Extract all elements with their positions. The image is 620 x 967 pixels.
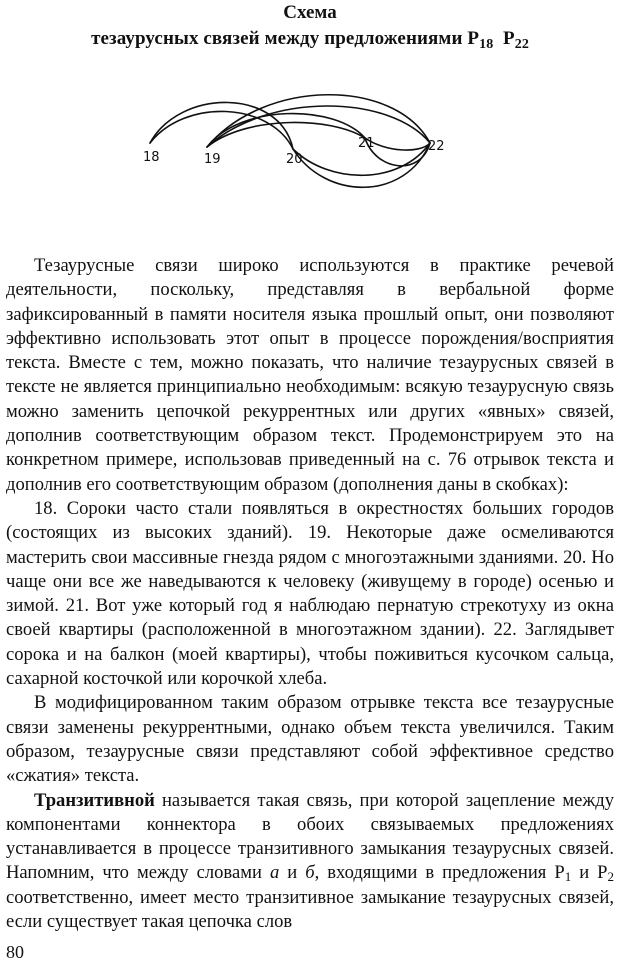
- sentence-p2: $P_2$: [597, 862, 615, 885]
- arc-19-22-lower: [207, 106, 430, 147]
- paragraph-transitive: Транзитивной называется такая связь, при которой зацепление между компонентами коннектора в обоих связываемых предложениях устанавливается в процессе транзитивного замыкания тезаурусных связей. Напомним, что между словами а и б, входящими в предложения $P_1$ и $P_2$ соответственно, имеет место транзитивное замыкание тезаурусных связей, если существует такая цепочка слов: [6, 789, 615, 933]
- variable-a: а: [269, 862, 280, 884]
- thesaurus-link-diagram: [0, 90, 620, 210]
- figure-subtitle-text: тезаурусных связей между предложениями: [91, 28, 463, 49]
- arc-21-22-upper: [365, 138, 430, 150]
- node-label-21: 21: [358, 136, 375, 151]
- arc-21-22-lower: [365, 138, 430, 166]
- node-label-20: 20: [286, 152, 303, 167]
- node-label-19: 19: [204, 152, 221, 167]
- sentence-label-p22: $P_{22}$: [503, 28, 529, 52]
- node-label-22: 22: [428, 139, 445, 154]
- page-number: 80: [6, 942, 24, 962]
- arc-19-22-upper: [207, 95, 430, 147]
- term-transitive: Транзитивной: [34, 789, 155, 811]
- sentence-p1: $P_1$: [554, 862, 572, 885]
- node-label-18: 18: [143, 150, 160, 165]
- body-text: [6, 254, 614, 934]
- figure-subtitle: [0, 28, 620, 56]
- sentence-label-p18: $P_{18}$: [467, 28, 494, 52]
- figure-title: Схема: [283, 2, 337, 23]
- paragraph-example: 18. Сороки часто стали появляться в окрестностях больших городов (состоящих из высоких зданий). 19. Некоторые даже осмеливаются мастерить свои массивные гнезда рядом с многоэтажными зданиями. 20. Но чаще они все же наведываются к человеку (живущему в городе) осенью и зимой. 21. Вот уже который год я наблюдаю пернатую стрекотуху из окна своей квартиры (расположенной в многоэтажном здании). 22. Заглядывет сорока и на балкон (моей квартиры), чтобы поживиться кусочком сальца, сахарной косточкой или корочкой хлеба.: [6, 497, 614, 690]
- paragraph-conclusion: В модифицированном таким образом отрывке текста все тезаурусные связи заменены рекуррентными, однако объем текста увеличился. Таким образом, тезаурусные связи представляют собой эффективное средство «сжатия» текста.: [6, 692, 614, 787]
- arc-19-21-lower: [207, 122, 365, 147]
- paragraph-intro: Тезаурусные связи широко используются в практике речевой деятельности, поскольку, представляя в вербальной форме зафиксированный в памяти носителя языка прошлый опыт, они позволяют эффективно использовать этот опыт в процессе порождения/восприятия текста. Вместе с тем, можно показать, что наличие тезаурусных связей в тексте не является принципиально необходимым: всякую тезаурусную связь можно заменить цепочкой рекуррентных или других «явных» связей, дополнив соответствующим образом текст. Продемонстрируем это на конкретном примере, использовав приведенный на с. 76 отрывок текста и дополнив его соответствующим образом (дополнения даны в скобках):: [6, 255, 614, 495]
- variable-b: б: [305, 862, 315, 884]
